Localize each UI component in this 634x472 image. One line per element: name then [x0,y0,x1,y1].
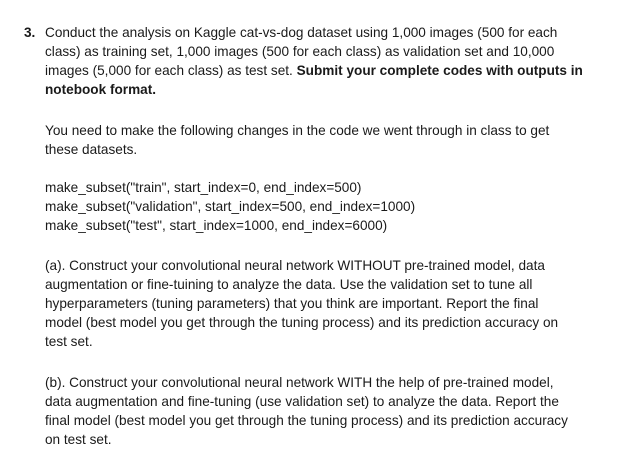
code-line: make_subset("validation", start_index=500, end_index=1000) [45,199,416,214]
code-line: make_subset("test", start_index=1000, end_index=6000) [45,218,388,233]
part-a-line: augmentation or fine-tuining to analyze the data. Use the validation set to tune all [45,277,533,292]
part-b-line: (b). Construct your convolutional neural network WITH the help of pre-trained model, [45,375,554,390]
part-b [45,373,615,449]
instruction-line: these datasets. [45,142,138,157]
intro-line: class) as training set, 1,000 images (500 for each class) as validation set and 10,000 [45,44,555,59]
code-listing [45,178,615,235]
intro-emphasis: Submit your complete codes with outputs in [296,63,583,78]
part-a-line: (a). Construct your convolutional neural network WITHOUT pre-trained model, data [45,258,545,273]
code-line: make_subset("train", start_index=0, end_index=500) [45,180,362,195]
intro-text: images (5,000 for each class) as test set. [45,63,297,78]
intro-emphasis-end: notebook format. [45,82,157,97]
part-b-line: data augmentation and fine-tuning (use validation set) to analyze the data. Report the [45,394,559,409]
question-number: 3. [24,25,36,40]
instruction-line: You need to make the following changes in the code we went through in class to get [45,123,550,138]
part-a [45,256,615,351]
part-b-line: final model (best model you get through the tuning process) and its prediction accuracy [45,413,568,428]
part-a-line: model (best model you get through the tuning process) and its prediction accuracy on [45,315,559,330]
question-intro [45,23,615,99]
intro-line: Conduct the analysis on Kaggle cat-vs-dog dataset using 1,000 images (500 for each [45,25,558,40]
intro-line [45,61,615,80]
part-a-line: test set. [45,334,93,349]
part-a-line: hyperparameters (tuning parameters) that you think are important. Report the final [45,296,539,311]
part-b-line: on test set. [45,432,112,447]
instruction-paragraph [45,121,615,159]
